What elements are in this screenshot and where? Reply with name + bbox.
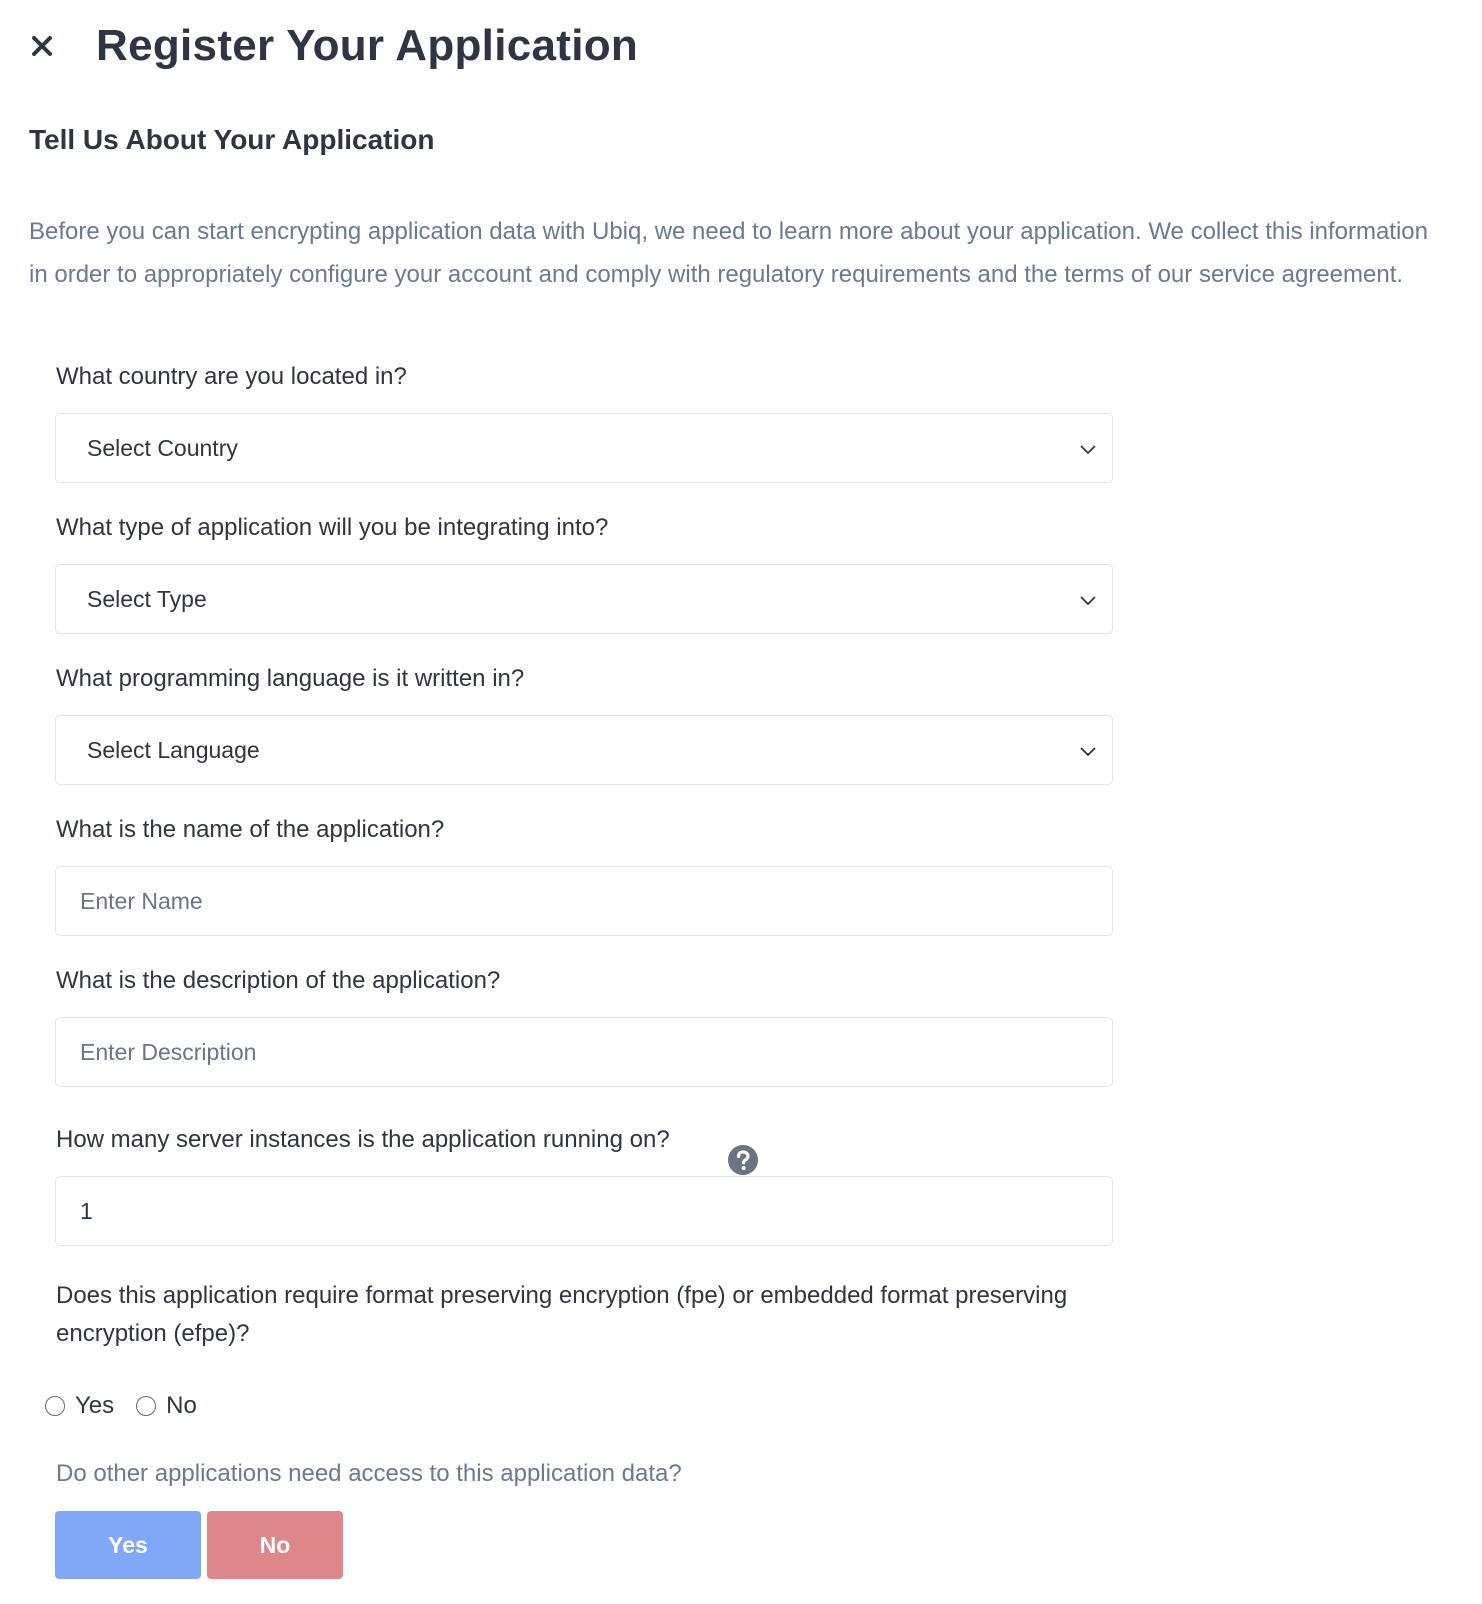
fpe-question: Does this application require format preserving encryption (fpe) or embedded format preserving encryption (efpe)? bbox=[56, 1282, 1068, 1347]
country-question: What country are you located in? bbox=[56, 363, 407, 390]
name-input[interactable] bbox=[55, 866, 1113, 936]
intro-text: Before you can start encrypting application data with Ubiq, we need to learn more about your application. We collect this information in order to appropriately configure your account and comply with regulatory requirements and the terms of our service agreement. bbox=[29, 218, 1428, 288]
instances-input[interactable] bbox=[55, 1176, 1113, 1246]
instances-input-value: 1 bbox=[80, 1197, 93, 1224]
fpe-radio-yes[interactable] bbox=[45, 1396, 65, 1416]
access-question: Do other applications need access to this application data? bbox=[56, 1460, 682, 1487]
chevron-down-icon bbox=[1078, 742, 1098, 762]
close-icon[interactable] bbox=[28, 32, 56, 60]
chevron-down-icon bbox=[1078, 440, 1098, 460]
help-icon[interactable] bbox=[727, 1144, 759, 1176]
fpe-radio-no-label: No bbox=[166, 1392, 197, 1419]
header bbox=[28, 18, 638, 74]
language-question: What programming language is it written in? bbox=[56, 665, 525, 692]
fpe-radio-no[interactable] bbox=[136, 1396, 156, 1416]
language-select[interactable] bbox=[55, 715, 1113, 785]
access-yes-button[interactable]: Yes bbox=[55, 1511, 201, 1579]
app-type-select-value: Select Type bbox=[87, 585, 207, 612]
fpe-radio-yes-label: Yes bbox=[75, 1392, 115, 1419]
instances-question: How many server instances is the application running on? bbox=[56, 1126, 670, 1153]
name-input-placeholder: Enter Name bbox=[80, 887, 203, 914]
name-question: What is the name of the application? bbox=[56, 816, 445, 843]
chevron-down-icon bbox=[1078, 591, 1098, 611]
app-type-select[interactable] bbox=[55, 564, 1113, 634]
description-input-placeholder: Enter Description bbox=[80, 1038, 257, 1065]
country-select-value: Select Country bbox=[87, 434, 238, 461]
description-input[interactable] bbox=[55, 1017, 1113, 1087]
access-no-button[interactable]: No bbox=[207, 1511, 343, 1579]
country-select[interactable] bbox=[55, 413, 1113, 483]
page-title: Register Your Application bbox=[96, 21, 639, 70]
app-type-question: What type of application will you be integrating into? bbox=[56, 514, 609, 541]
description-question: What is the description of the application? bbox=[56, 967, 501, 994]
fpe-radio-group bbox=[45, 1392, 219, 1420]
section-title: Tell Us About Your Application bbox=[29, 124, 435, 155]
language-select-value: Select Language bbox=[87, 736, 260, 763]
